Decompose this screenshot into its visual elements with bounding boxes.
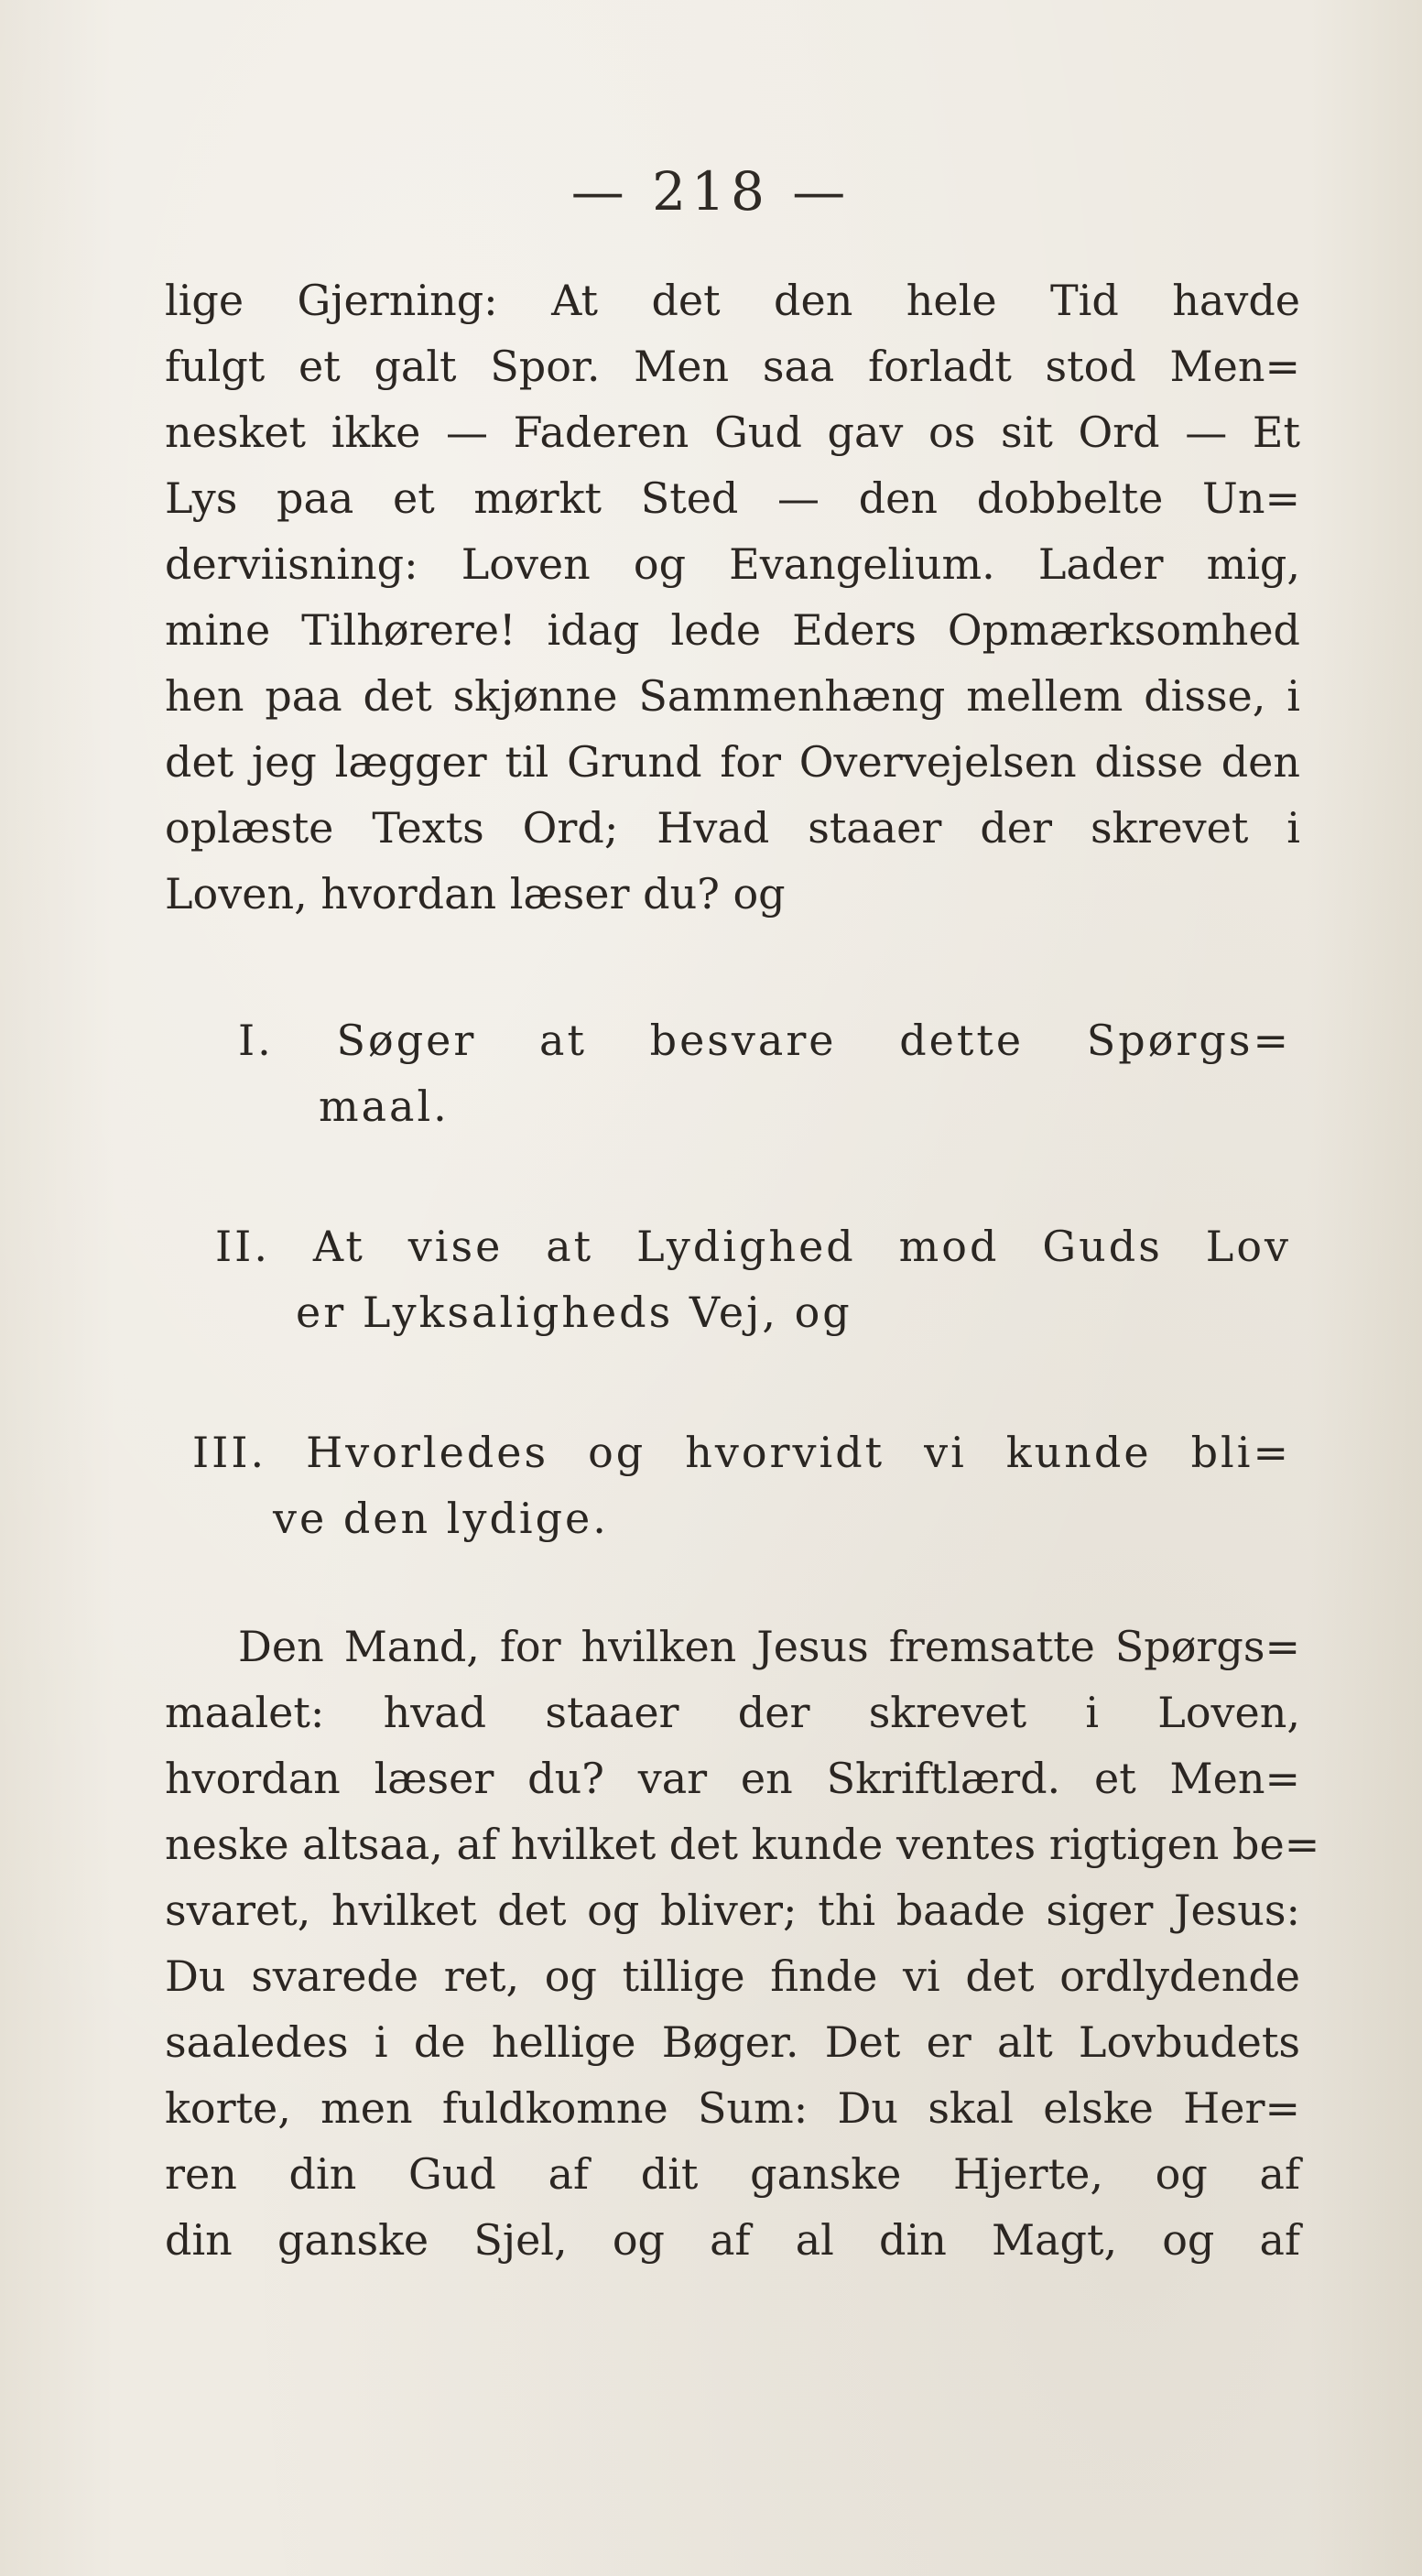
point-numeral: III.	[192, 1428, 267, 1477]
text-line: Du svarede ret, og tillige finde vi det ordlydende	[165, 1951, 1300, 2001]
text-line: hvordan læser du? var en Skriftlærd. et Men=	[165, 1754, 1300, 1803]
page-number: — 218 —	[570, 160, 852, 223]
point-text: Hvorledes og hvorvidt vi kunde bli=	[306, 1428, 1291, 1477]
text-line: Loven, hvordan læser du? og	[165, 869, 786, 918]
text-line: svaret, hvilket det og bliver; thi baade siger Jesus:	[165, 1886, 1300, 1935]
outline-point-line: er Lyksaligheds Vej, og	[296, 1288, 852, 1337]
text-line: ren din Gud af dit ganske Hjerte, og af	[165, 2149, 1300, 2199]
point-text: At vise at Lydighed mod Guds Lov	[312, 1222, 1291, 1271]
outline-point-line: ve den lydige.	[273, 1494, 609, 1543]
body-paragraph	[165, 1614, 1320, 2273]
text-line: din ganske Sjel, og af al din Magt, og af	[165, 2215, 1300, 2265]
text-line: maalet: hvad staaer der skrevet i Loven,	[165, 1688, 1300, 1737]
text-line: mine Tilhørere! idag lede Eders Opmærksomhed	[165, 605, 1300, 655]
outline-point-3	[192, 1419, 1291, 1551]
point-text: Søger at besvare dette Spørgs=	[336, 1016, 1291, 1065]
text-line: Lys paa et mørkt Sted — den dobbelte Un=	[165, 473, 1300, 523]
outline-point-line	[215, 1213, 1291, 1279]
text-line: neske altsaa, af hvilket det kunde ventes rigtigen be=	[165, 1820, 1320, 1869]
text-line: lige Gjerning: At det den hele Tid havde	[165, 276, 1300, 325]
text-line: oplæste Texts Ord; Hvad staaer der skrevet i	[165, 803, 1300, 853]
outline-point-line	[238, 1007, 1291, 1073]
text-line: fulgt et galt Spor. Men saa forladt stod Men=	[165, 342, 1300, 391]
outline-point-1	[238, 1007, 1291, 1139]
text-line: Den Mand, for hvilken Jesus fremsatte Spørgs=	[238, 1622, 1300, 1671]
text-line: nesket ikke — Faderen Gud gav os sit Ord — Et	[165, 408, 1300, 457]
point-numeral: I.	[238, 1016, 274, 1065]
point-numeral: II.	[215, 1222, 270, 1271]
text-line: derviisning: Loven og Evangelium. Lader mig,	[165, 539, 1300, 589]
text-line: saaledes i de hellige Bøger. Det er alt Lovbudets	[165, 2017, 1300, 2067]
outline-point-line: maal.	[319, 1081, 450, 1131]
outline-point-2	[215, 1213, 1291, 1345]
text-line: det jeg lægger til Grund for Overvejelsen disse den	[165, 737, 1300, 787]
text-line: korte, men fuldkomne Sum: Du skal elske Her=	[165, 2083, 1300, 2133]
outline-point-line	[192, 1419, 1291, 1485]
intro-paragraph	[165, 267, 1300, 927]
text-line: hen paa det skjønne Sammenhæng mellem disse, i	[165, 671, 1300, 721]
